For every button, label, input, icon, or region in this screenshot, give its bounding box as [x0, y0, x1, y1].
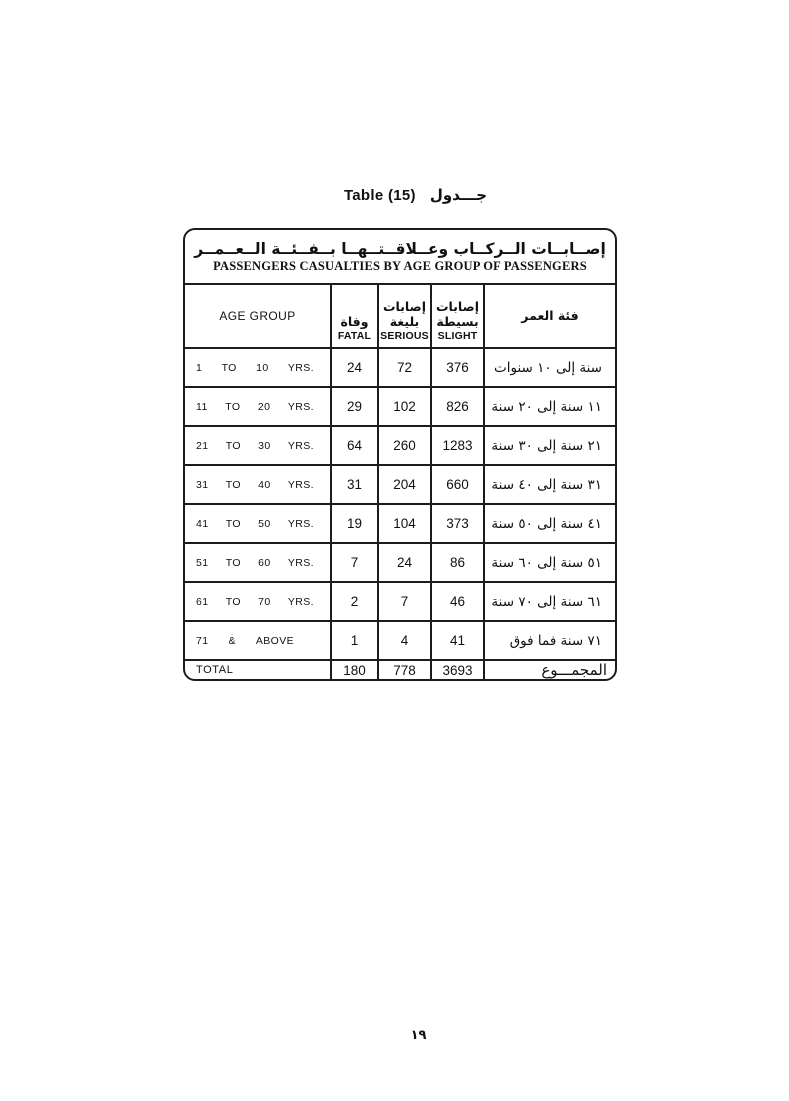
slight-value: 376: [432, 349, 485, 386]
header-serious-arabic-line1: إصابات: [382, 299, 426, 315]
serious-value: 204: [379, 466, 432, 503]
age-group-cell: [185, 544, 332, 581]
fatal-value: 7: [332, 544, 379, 581]
table-total-row: [185, 659, 615, 679]
age-conjunction: TO: [221, 361, 237, 374]
table-row: [185, 425, 615, 464]
fatal-value: 64: [332, 427, 379, 464]
fatal-value: 24: [332, 349, 379, 386]
slight-value: 41: [432, 622, 485, 659]
header-slight-english: SLIGHT: [437, 330, 478, 342]
table-title-english: PASSENGERS CASUALTIES BY AGE GROUP OF PASSENGERS: [213, 259, 587, 274]
total-slight-value: 3693: [432, 661, 485, 679]
age-conjunction: TO: [225, 595, 241, 608]
age-group-cell: [185, 505, 332, 542]
age-from: 21: [196, 439, 209, 452]
total-label: TOTAL: [185, 661, 332, 679]
casualties-table: [183, 228, 617, 681]
age-to: 20: [257, 400, 271, 413]
serious-value: 72: [379, 349, 432, 386]
age-group-arabic: ٦١ سنة إلى ٧٠ سنة: [491, 593, 602, 610]
slight-value: 826: [432, 388, 485, 425]
table-row: [185, 542, 615, 581]
header-serious-english: SERIOUS: [380, 330, 429, 342]
age-conjunction: TO: [225, 556, 241, 569]
serious-value: 102: [379, 388, 432, 425]
total-label-arabic: المجمـــوع: [541, 661, 607, 679]
age-suffix: YRS.: [287, 595, 314, 608]
age-from: 41: [196, 517, 209, 530]
total-fatal-value: 180: [332, 661, 379, 679]
total-serious-value: 778: [379, 661, 432, 679]
serious-value: 7: [379, 583, 432, 620]
age-group-arabic: ٣١ سنة إلى ٤٠ سنة: [491, 476, 602, 493]
age-group-cell: [185, 583, 332, 620]
age-group-arabic: ٧١ سنة فما فوق: [509, 632, 602, 649]
table-row: [185, 620, 615, 659]
fatal-value: 19: [332, 505, 379, 542]
serious-value: 24: [379, 544, 432, 581]
fatal-value: 2: [332, 583, 379, 620]
table-row: [185, 347, 615, 386]
age-conjunction: TO: [225, 400, 241, 413]
fatal-value: 1: [332, 622, 379, 659]
header-age-category-arabic: فئة العمر: [521, 307, 579, 323]
serious-value: 4: [379, 622, 432, 659]
age-to: 40: [258, 478, 271, 491]
table-row: [185, 464, 615, 503]
age-conjunction: &: [228, 634, 236, 647]
header-serious: [379, 285, 432, 347]
age-suffix: YRS.: [287, 361, 314, 374]
age-from: 71: [196, 634, 209, 647]
serious-value: 260: [379, 427, 432, 464]
page-number: ١٩: [410, 1028, 427, 1043]
table-row: [185, 386, 615, 425]
age-suffix: YRS.: [287, 517, 314, 530]
age-suffix: YRS.: [287, 400, 314, 413]
table-row: [185, 581, 615, 620]
age-to: ABOVE: [255, 634, 295, 647]
slight-value: 46: [432, 583, 485, 620]
header-fatal: [332, 285, 379, 347]
age-group-cell: [185, 349, 332, 386]
page-title-arabic: جـــدول: [429, 186, 488, 204]
age-to: 10: [256, 361, 269, 374]
slight-value: 660: [432, 466, 485, 503]
page-title-english: Table (15): [343, 187, 416, 204]
header-fatal-arabic: وفاة: [340, 313, 369, 329]
table-body: [185, 347, 615, 659]
age-group-arabic: ١١ سنة إلى ٢٠ سنة: [491, 398, 602, 415]
age-from: 1: [196, 361, 203, 374]
age-group-arabic: ٢١ سنة إلى ٣٠ سنة: [491, 437, 602, 454]
fatal-value: 29: [332, 388, 379, 425]
age-to: 70: [258, 595, 271, 608]
age-group-arabic: ٥١ سنة إلى ٦٠ سنة: [491, 554, 602, 571]
age-to: 60: [258, 556, 271, 569]
header-slight-arabic-line1: إصابات: [435, 299, 479, 315]
header-serious-arabic-line2: بليغة: [389, 313, 420, 329]
slight-value: 373: [432, 505, 485, 542]
age-group-arabic: ٤١ سنة إلى ٥٠ سنة: [491, 515, 602, 532]
age-group-cell: [185, 388, 332, 425]
age-group-cell: [185, 466, 332, 503]
age-from: 61: [196, 595, 209, 608]
header-slight: [432, 285, 485, 347]
age-suffix: YRS.: [287, 439, 314, 452]
header-age-group: AGE GROUP: [185, 285, 332, 347]
serious-value: 104: [379, 505, 432, 542]
header-slight-arabic-line2: بسيطة: [436, 313, 479, 329]
fatal-value: 31: [332, 466, 379, 503]
age-suffix: YRS.: [287, 478, 314, 491]
age-suffix: YRS.: [287, 556, 314, 569]
page-title: [0, 186, 789, 204]
age-from: 11: [196, 400, 208, 413]
age-group-cell: [185, 427, 332, 464]
age-group-cell: [185, 622, 332, 659]
slight-value: 86: [432, 544, 485, 581]
age-conjunction: TO: [225, 517, 241, 530]
table-title-block: [185, 230, 615, 285]
header-fatal-english: FATAL: [337, 330, 372, 342]
table-title-arabic: إصــابــات الــركــاب وعــلاقــتــهــا بــفــئــة الــعــمــر: [194, 239, 606, 258]
age-from: 31: [196, 478, 209, 491]
age-conjunction: TO: [225, 439, 241, 452]
table-row: [185, 503, 615, 542]
slight-value: 1283: [432, 427, 485, 464]
age-group-arabic: سنة إلى ١٠ سنوات: [494, 359, 602, 376]
age-from: 51: [196, 556, 209, 569]
age-to: 30: [258, 439, 271, 452]
age-conjunction: TO: [225, 478, 241, 491]
age-to: 50: [258, 517, 271, 530]
table-column-headers: [185, 285, 615, 347]
